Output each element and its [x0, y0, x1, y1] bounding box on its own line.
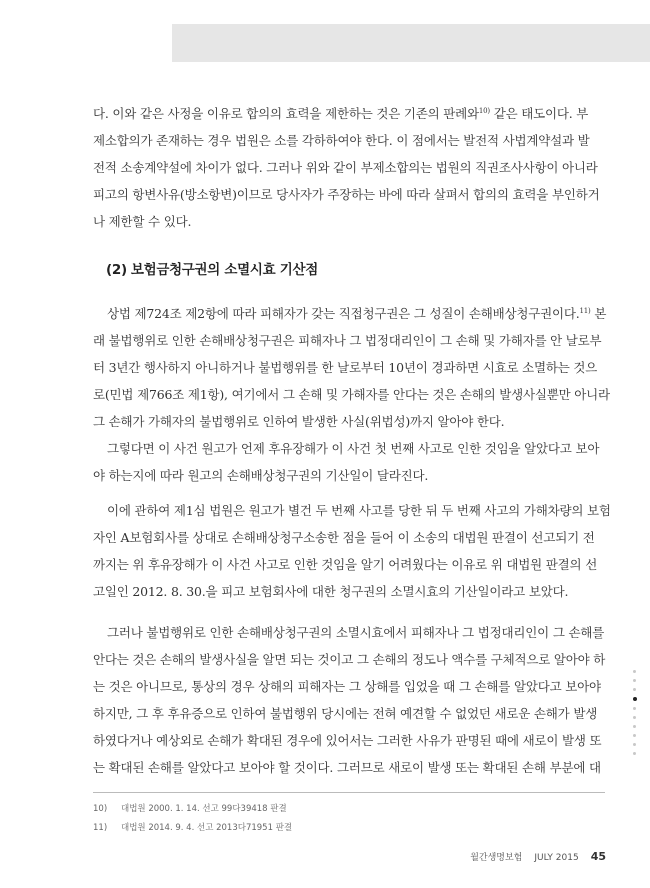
text-line: 래 불법행위로 인한 손해배상청구권은 피해자나 그 법정대리인이 그 손해 및 가해자를 안 날로부 — [93, 333, 602, 348]
publication-name: 월간생명보험 — [470, 853, 523, 863]
header-bar — [172, 24, 650, 62]
text-line: 나 제한할 수 있다. — [93, 214, 192, 229]
section-heading — [106, 258, 318, 278]
text-line: 는 것은 아니므로, 통상의 경우 상해의 피해자는 그 상해를 입었을 때 그 손해를 알았다고 보아야 — [93, 679, 601, 694]
paragraph-4 — [93, 619, 606, 781]
text-line: 까지는 위 후유장해가 이 사건 사고로 인한 것임을 알기 어려웠다는 이유로 위 대법원 판결의 선 — [93, 557, 598, 572]
page-dot — [633, 688, 636, 691]
page-footer — [470, 850, 606, 863]
text-line: 이에 관하여 제1심 법원은 원고가 별건 두 번째 사고를 당한 뒤 두 번째 사고의 가해차량의 보험 — [107, 503, 611, 518]
paragraph-3 — [93, 497, 611, 605]
page-indicator — [633, 670, 639, 755]
text-line: 그렇다면 이 사건 원고가 언제 후유장해가 이 사건 첫 번째 사고로 인한 것임을 알았다고 보아 — [107, 441, 600, 456]
page-dot — [633, 734, 636, 737]
text-line: 는 확대된 손해를 알았다고 보아야 할 것이다. 그러므로 새로이 발생 또는 확대된 손해 부분에 대 — [93, 760, 601, 775]
page-dot — [633, 670, 636, 673]
page-dot-active — [633, 697, 637, 701]
text-line: 상법 제724조 제2항에 따라 피해자가 갖는 직접청구권은 그 성질이 손해배상청구권이다.$^{11)}$ 본 — [107, 306, 607, 321]
section-number: (2) — [106, 262, 127, 278]
paragraph-2 — [93, 300, 610, 489]
text-line: 그러나 불법행위로 인한 손해배상청구권의 소멸시효에서 피해자나 그 법정대리인이 그 손해를 — [107, 625, 605, 640]
page-dot — [633, 716, 636, 719]
footnote-ref-11[interactable]: 11) — [579, 307, 591, 315]
text-line: 로(민법 제766조 제1항), 여기에서 그 손해 및 가해자를 안다는 것은 손해의 발생사실뿐만 아니라 — [93, 387, 610, 402]
text-line: 다. 이와 같은 사정을 이유로 합의의 효력을 제한하는 것은 기존의 판례와$^{10)}$ 같은 태도이다. 부 — [93, 106, 589, 121]
footnote-ref-10[interactable]: 10) — [478, 107, 490, 115]
text-line: 야 하는지에 따라 원고의 손해배상청구권의 기산일이 달라진다. — [93, 468, 429, 483]
page-dot — [633, 707, 636, 710]
issue-date: JULY 2015 — [534, 853, 579, 863]
section-title: 보험금청구권의 소멸시효 기산점 — [130, 262, 319, 278]
footnote-11 — [93, 819, 603, 838]
text-line: 하였다거나 예상외로 손해가 확대된 경우에 있어서는 그러한 사유가 판명된 때에 새로이 발생 또 — [93, 733, 602, 748]
text-line: 고일인 2012. 8. 30.을 피고 보험회사에 대한 청구권의 소멸시효의 기산일이라고 보았다. — [93, 584, 569, 599]
page-dot — [633, 752, 636, 755]
text-line: 제소합의가 존재하는 경우 법원은 소를 각하하여야 한다. 이 점에서는 발전적 사법계약설과 발 — [93, 133, 590, 148]
text-line: 터 3년간 행사하지 아니하거나 불법행위를 한 날로부터 10년이 경과하면 시효로 소멸하는 것으 — [93, 360, 598, 375]
text-line: 그 손해가 가해자의 불법행위로 인하여 발생한 사실(위법성)까지 알아야 한다. — [93, 414, 505, 429]
text-line: 자인 A보험회사를 상대로 손해배상청구소송한 점을 들어 이 소송의 대법원 판결이 선고되기 전 — [93, 530, 595, 545]
text-line: 안다는 것은 손해의 발생사실을 알면 되는 것이고 그 손해의 정도나 액수를 구체적으로 알아야 하 — [93, 652, 606, 667]
footnote-10 — [93, 800, 603, 819]
text-line: 피고의 항변사유(방소항변)이므로 당사자가 주장하는 바에 따라 살펴서 합의의 효력을 부인하거 — [93, 187, 600, 202]
footnote-number: 10) — [93, 804, 108, 814]
footnotes — [93, 800, 603, 838]
text-line: 전적 소송계약설에 차이가 없다. 그러나 위와 같이 부제소합의는 법원의 직권조사사항이 아니라 — [93, 160, 598, 175]
page-dot — [633, 679, 636, 682]
footnote-text: 대법원 2014. 9. 4. 선고 2013다71951 판결 — [121, 823, 293, 833]
footnote-divider — [93, 792, 605, 793]
page-dot — [633, 725, 636, 728]
text-line: 하지만, 그 후 후유증으로 인하여 불법행위 당시에는 전혀 예견할 수 없었던 새로운 손해가 발생 — [93, 706, 598, 721]
page-number: 45 — [590, 850, 606, 863]
page-dot — [633, 743, 636, 746]
footnote-number: 11) — [93, 823, 108, 833]
footnote-text: 대법원 2000. 1. 14. 선고 99다39418 판결 — [121, 804, 287, 814]
paragraph-1 — [93, 100, 603, 235]
